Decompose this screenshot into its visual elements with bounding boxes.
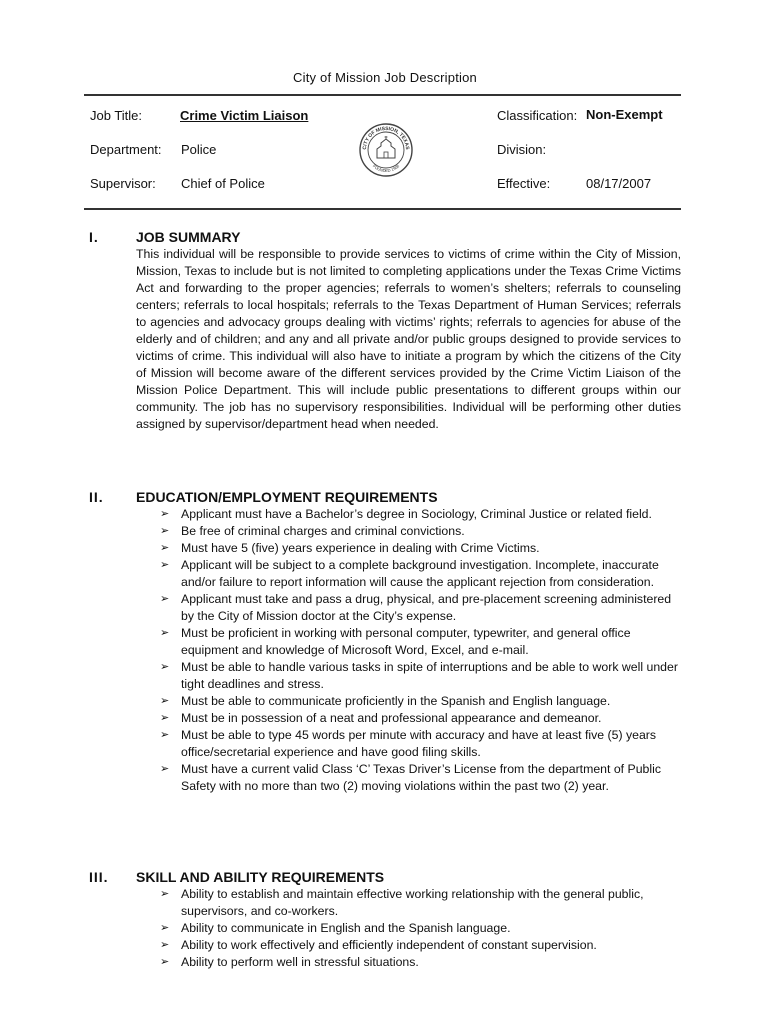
list-item-text: Must be able to handle various tasks in spite of interruptions and be able to work well under tight deadlines and stress. (181, 660, 678, 691)
education-requirements-list (158, 506, 683, 795)
list-item-text: Applicant must have a Bachelor’s degree in Sociology, Criminal Justice or related field. (181, 507, 652, 521)
section-heading-education: EDUCATION/EMPLOYMENT REQUIREMENTS (136, 489, 438, 505)
list-item (158, 625, 683, 659)
list-item (158, 727, 683, 761)
department-label: Department: (90, 142, 162, 157)
list-item-text: Must be able to type 45 words per minute with accuracy and have at least five (5) years office/secretarial experience and have good filing skills. (181, 728, 657, 759)
list-item (158, 710, 683, 727)
classification-value: Non-Exempt (586, 107, 663, 122)
arrow-bullet-icon: ➢ (160, 661, 170, 673)
section-heading-summary: JOB SUMMARY (136, 229, 241, 245)
list-item (158, 557, 683, 591)
header-top-rule (84, 94, 681, 96)
list-item (158, 937, 683, 954)
arrow-bullet-icon: ➢ (160, 956, 170, 968)
section-number-skills: III. (89, 869, 109, 885)
arrow-bullet-icon: ➢ (160, 888, 170, 900)
list-item (158, 761, 683, 795)
document-title: City of Mission Job Description (293, 70, 477, 85)
arrow-bullet-icon: ➢ (160, 593, 170, 605)
arrow-bullet-icon: ➢ (160, 729, 170, 741)
list-item-text: Must be able to communicate proficiently in the Spanish and English language. (181, 694, 611, 708)
list-item-text: Must have a current valid Class ‘C’ Texas Driver’s License from the department of Public Safety with no more than two (2) moving violations within the past two (2) year. (181, 762, 662, 793)
list-item-text: Must be in possession of a neat and professional appearance and demeanor. (181, 711, 602, 725)
arrow-bullet-icon: ➢ (160, 712, 170, 724)
list-item (158, 591, 683, 625)
effective-value: 08/17/2007 (586, 176, 652, 191)
department-value: Police (181, 142, 217, 157)
list-item-text: Be free of criminal charges and criminal convictions. (181, 524, 465, 538)
arrow-bullet-icon: ➢ (160, 525, 170, 537)
classification-label: Classification: (497, 108, 578, 123)
list-item (158, 954, 683, 971)
skill-requirements-list (158, 886, 683, 971)
division-label: Division: (497, 142, 547, 157)
list-item-text: Applicant must take and pass a drug, physical, and pre-placement screening administered by the City of Mission doctor at the City’s expense. (181, 592, 672, 623)
section-heading-skills: SKILL AND ABILITY REQUIREMENTS (136, 869, 385, 885)
list-item (158, 886, 683, 920)
list-item (158, 693, 683, 710)
supervisor-label: Supervisor: (90, 176, 156, 191)
section-number-summary: I. (89, 229, 99, 245)
arrow-bullet-icon: ➢ (160, 508, 170, 520)
list-item-text: Must have 5 (five) years experience in dealing with Crime Victims. (181, 541, 540, 555)
list-item-text: Ability to establish and maintain effective working relationship with the general public, supervisors, and co-workers. (181, 887, 644, 918)
list-item-text: Must be proficient in working with personal computer, typewriter, and general office equipment and knowledge of Microsoft Word, Excel, and e-mail. (181, 626, 631, 657)
arrow-bullet-icon: ➢ (160, 763, 170, 775)
list-item-text: Applicant will be subject to a complete background investigation. Incomplete, inaccurate and/or failure to report information will cause the applicant rejection from consideration. (181, 558, 659, 589)
list-item (158, 659, 683, 693)
list-item (158, 506, 683, 523)
list-item-text: Ability to perform well in stressful situations. (181, 955, 419, 969)
arrow-bullet-icon: ➢ (160, 542, 170, 554)
list-item-text: Ability to communicate in English and the Spanish language. (181, 921, 511, 935)
city-seal-icon (358, 122, 414, 178)
seal-text-top: CITY OF MISSION, TEXAS (361, 125, 411, 150)
job-title-label: Job Title: (90, 108, 143, 123)
arrow-bullet-icon: ➢ (160, 939, 170, 951)
list-item-text: Ability to work effectively and efficiently independent of constant supervision. (181, 938, 597, 952)
section-number-education: II. (89, 489, 104, 505)
list-item (158, 523, 683, 540)
seal-text-bottom: FOUNDED 1908 (371, 163, 401, 174)
header-bottom-rule (84, 208, 681, 210)
list-item (158, 540, 683, 557)
arrow-bullet-icon: ➢ (160, 559, 170, 571)
effective-label: Effective: (497, 176, 551, 191)
arrow-bullet-icon: ➢ (160, 922, 170, 934)
list-item (158, 920, 683, 937)
job-title-value: Crime Victim Liaison (180, 108, 309, 123)
job-summary-text: This individual will be responsible to provide services to victims of crime within the City of Mission, Mission, Texas to include but is not limited to completing applications under the Texas Crime Victims Act and forwarding to the proper agencies; referrals to women’s shelters; referrals to counseling centers; referrals to local hospitals; referrals to the Texas Department of Human Services; referrals to agencies and advocacy groups dealing with victims’ rights; referrals to agencies for abuse of the elderly and of children; and any and all private and/or public groups designed to provide services to victims of crime. This individual will also have to initiate a program by which the citizens of the City of Mission will become aware of the different services provided by the Crime Victim Liaison of the Mission Police Department. This will include public presentations to different groups within our community. The job has no supervisory responsibilities. Individual will be performing other duties assigned by supervisor/department head when needed. (136, 247, 681, 431)
supervisor-value: Chief of Police (181, 176, 265, 191)
arrow-bullet-icon: ➢ (160, 627, 170, 639)
arrow-bullet-icon: ➢ (160, 695, 170, 707)
